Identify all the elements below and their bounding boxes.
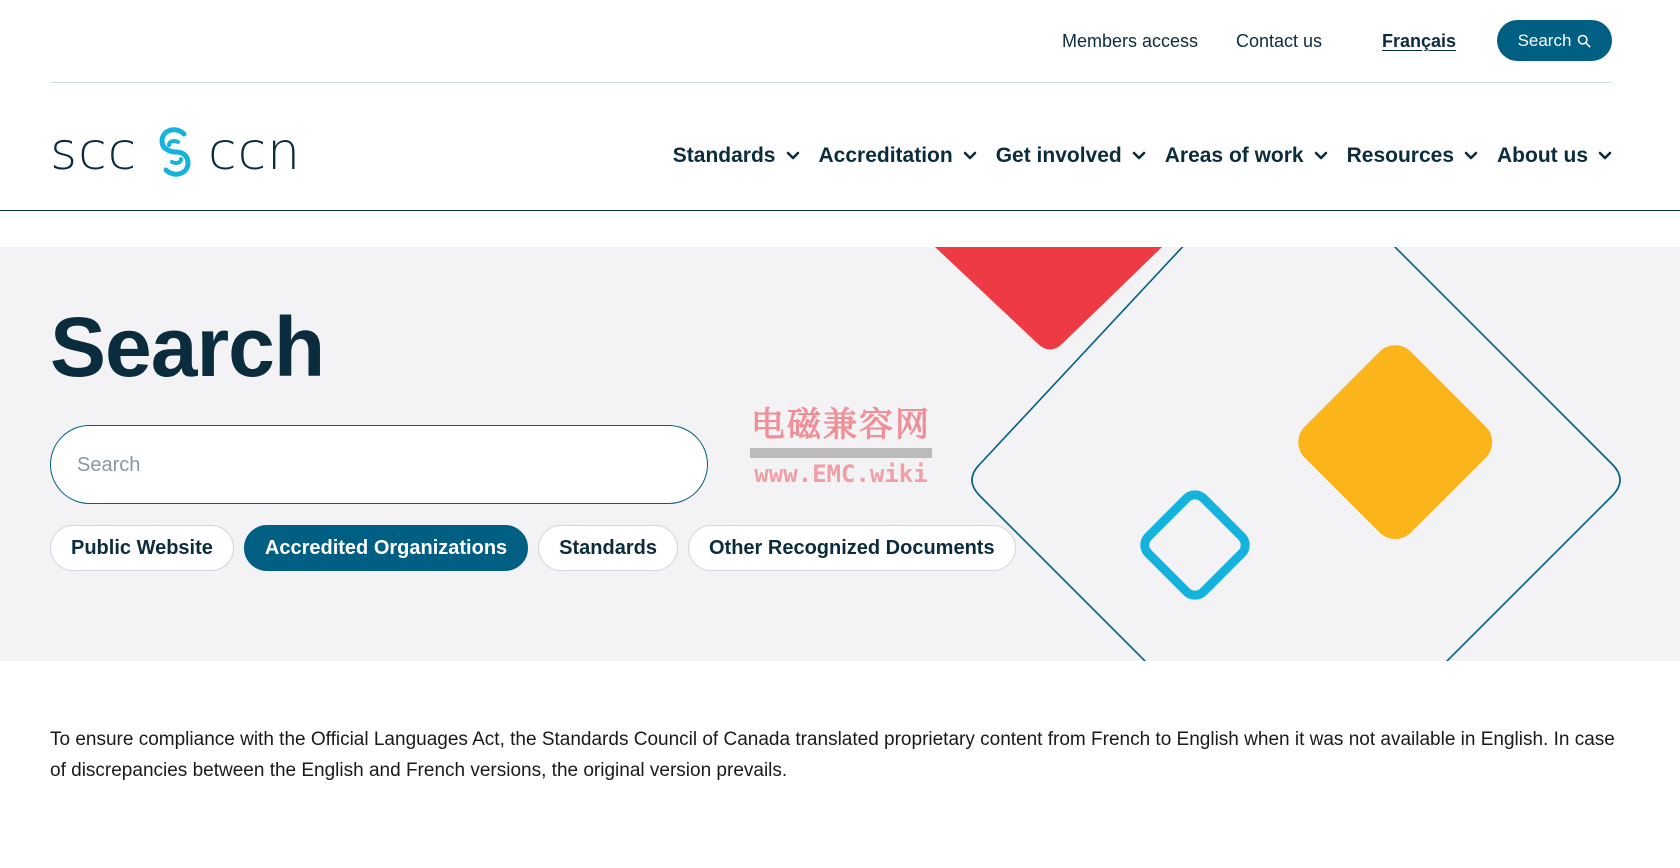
nav-item-label: Standards [672,144,776,167]
filter-other-recognized-documents[interactable]: Other Recognized Documents [688,525,1016,571]
chevron-down-icon [1314,151,1328,161]
scc-swirl-logo-icon [154,126,196,178]
nav-item-areas-of-work[interactable] [1165,144,1328,168]
nav-item-label: About us [1497,144,1588,167]
nav-item-accreditation[interactable] [819,144,977,168]
scc-ccn-logo[interactable] [50,124,302,180]
filter-standards[interactable]: Standards [538,525,678,571]
filter-public-website[interactable]: Public Website [50,525,234,571]
chevron-down-icon [786,151,800,161]
chevron-down-icon [963,151,977,161]
search-input[interactable] [77,448,677,482]
cyan-diamond-shape [1140,490,1250,600]
filter-accredited-organizations[interactable]: Accredited Organizations [244,525,528,571]
nav-item-get-involved[interactable] [996,144,1146,168]
chevron-down-icon [1464,151,1478,161]
watermark-url: www.EMC.wiki [754,460,928,488]
contact-us-link[interactable]: Contact us [1236,31,1323,51]
chevron-down-icon [1598,151,1612,161]
search-filter-tabs [50,525,1016,571]
nav-item-resources[interactable] [1347,144,1478,168]
watermark-title: 电磁兼容网 [751,406,931,444]
header-search-button[interactable] [1497,20,1612,61]
nav-menu [673,144,1612,168]
red-triangle-shape [935,247,1162,350]
utility-bar [50,0,1612,83]
members-access-link[interactable]: Members access [1062,31,1199,51]
main-navigation [0,84,1680,211]
page-title: Search [50,300,325,394]
nav-item-standards[interactable] [673,144,800,168]
nav-item-label: Get involved [995,144,1122,167]
chevron-down-icon [1132,151,1146,161]
nav-item-label: Accreditation [818,144,953,167]
search-icon [1577,34,1591,48]
logo-ccn-text: ccn [208,122,302,182]
nav-item-label: Resources [1346,144,1455,167]
header-search-label: Search [1517,30,1572,50]
watermark-divider [750,448,932,458]
search-field[interactable] [50,425,708,504]
logo-scc-text: scc [50,122,138,182]
search-hero [0,247,1680,661]
official-languages-notice: To ensure compliance with the Official Languages Act, the Standards Council of Canada translated proprietary content from French to English when it was not available in English. In case of discrepancies between the English and French versions, the original version prevails. [50,729,1615,781]
watermark [750,397,932,488]
nav-item-label: Areas of work [1164,144,1304,167]
language-toggle-link[interactable]: Français [1382,31,1457,51]
yellow-diamond-shape [1289,336,1501,548]
nav-item-about-us[interactable] [1497,144,1612,168]
